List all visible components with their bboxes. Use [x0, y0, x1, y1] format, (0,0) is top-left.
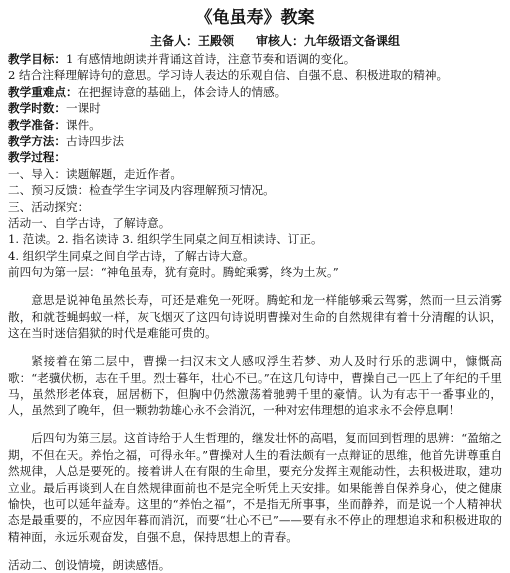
step-preview: 二、预习反馈：检查学生字词及内容理解预习情况。	[8, 183, 275, 198]
teaching-prep-label: 教学准备：	[8, 117, 66, 132]
teaching-goal-text: 1 有感情地朗读并背诵这首诗，注意节奏和语调的变化。	[65, 52, 356, 66]
teaching-hours-label: 教学时数：	[8, 101, 66, 116]
activity-one-items: 1. 范读。2. 指名读诗 3. 组织学生同桌之间互相读诗、订正。	[8, 232, 323, 247]
first-layer-heading: 前四句为第一层：“神龟虽寿，犹有竟时。腾蛇乘雾，终为土灰。”	[8, 265, 339, 280]
key-points-label: 教学重难点：	[8, 84, 78, 99]
teaching-process-label: 教学过程：	[8, 150, 66, 165]
teaching-hours	[8, 100, 502, 116]
step-intro: 一、导入：读题解题，走近作者。	[8, 166, 182, 181]
paragraph-second-layer: 紧接着在第二层中，曹操一扫汉末文人感叹浮生若梦、劝人及时行乐的悲调中，慷慨高歌：“老骥伏枥，志在千里。烈士暮年，壮心不已。”在这几句诗中，曹操自己一匹上了年纪的千里马，虽然形老体衰，屈居枥下，但胸中仍然激荡着驰骋千里的豪情。认为有志干一番事业的，人，虽然到了晚年，但一颗勃勃雄心永不会消沉，一种对宏伟理想的追求永不会停息啊！	[8, 354, 502, 418]
teaching-process	[8, 149, 502, 165]
teaching-method	[8, 133, 502, 149]
author: 主备人：王殿领	[149, 34, 234, 48]
key-points-text: 在把握诗意的基础上，体会诗人的情感。	[77, 84, 287, 99]
teaching-goal-label: 教学目标：	[8, 52, 66, 66]
teaching-goal	[8, 51, 502, 67]
key-points	[8, 84, 502, 100]
activity-one: 活动一、自学古诗，了解诗意。	[8, 216, 171, 231]
teaching-hours-text: 一课时	[65, 101, 101, 116]
teaching-prep	[8, 117, 502, 133]
paragraph-third-layer: 后四句为第三层。这首诗给于人生哲理的，继发壮怀的高唱，复而回到哲理的思辨：“盈缩之期，不但在天。养怡之福，可得永年。”曹操对人生的看法颇有一点辩证的思维，他首先讲尊重自然规律，人总是要死的。接着讲人在有限的生命里，要充分发挥主观能动性，去积极进取，建功立业。最后再谈到人在自然规律面前也不是完全听凭上天安排。如果能善自保养身心，使之健康愉快，也可以延年益寿。这里的“养怡之福”，不是指无所事事，坐而静养，而是说一个人精神状态是最重要的，不应因年暮而消沉，而要“壮心不已”——要有永不停止的理想追求和积极进取的精神面，永远乐观奋发，自强不息，保持思想上的青春。	[8, 431, 502, 544]
paragraph-first-layer: 意思是说神龟虽然长寿，可还是难免一死呀。腾蛇和龙一样能够乘云驾雾，然而一旦云消雾散，和就苍蝇蚂蚁一样，灰飞烟灭了这四句诗说明曹操对生命的自然规律有着十分清醒的认识，这在当时迷信猖狱的时代是难能可贵的。	[8, 293, 502, 341]
step-activity: 三、活动探究：	[8, 199, 90, 214]
author-line	[8, 32, 502, 50]
teaching-method-label: 教学方法：	[8, 134, 66, 149]
reviewer: 审核人：九年级语文备课组	[256, 34, 401, 48]
teaching-method-text: 古诗四步法	[65, 134, 124, 149]
activity-two: 活动二、创设情境，朗读感悟。	[8, 557, 171, 572]
teaching-goal-2: 2 结合注释理解诗句的意思。学习诗人表达的乐观自信、自强不息、积极进取的精神。	[8, 68, 449, 83]
teaching-prep-text: 课件。	[65, 117, 101, 132]
activity-one-item-4: 4. 组织学生同桌之间自学古诗，了解古诗大意。	[8, 248, 255, 263]
document-title: 《龟虽寿》教案	[195, 8, 315, 28]
